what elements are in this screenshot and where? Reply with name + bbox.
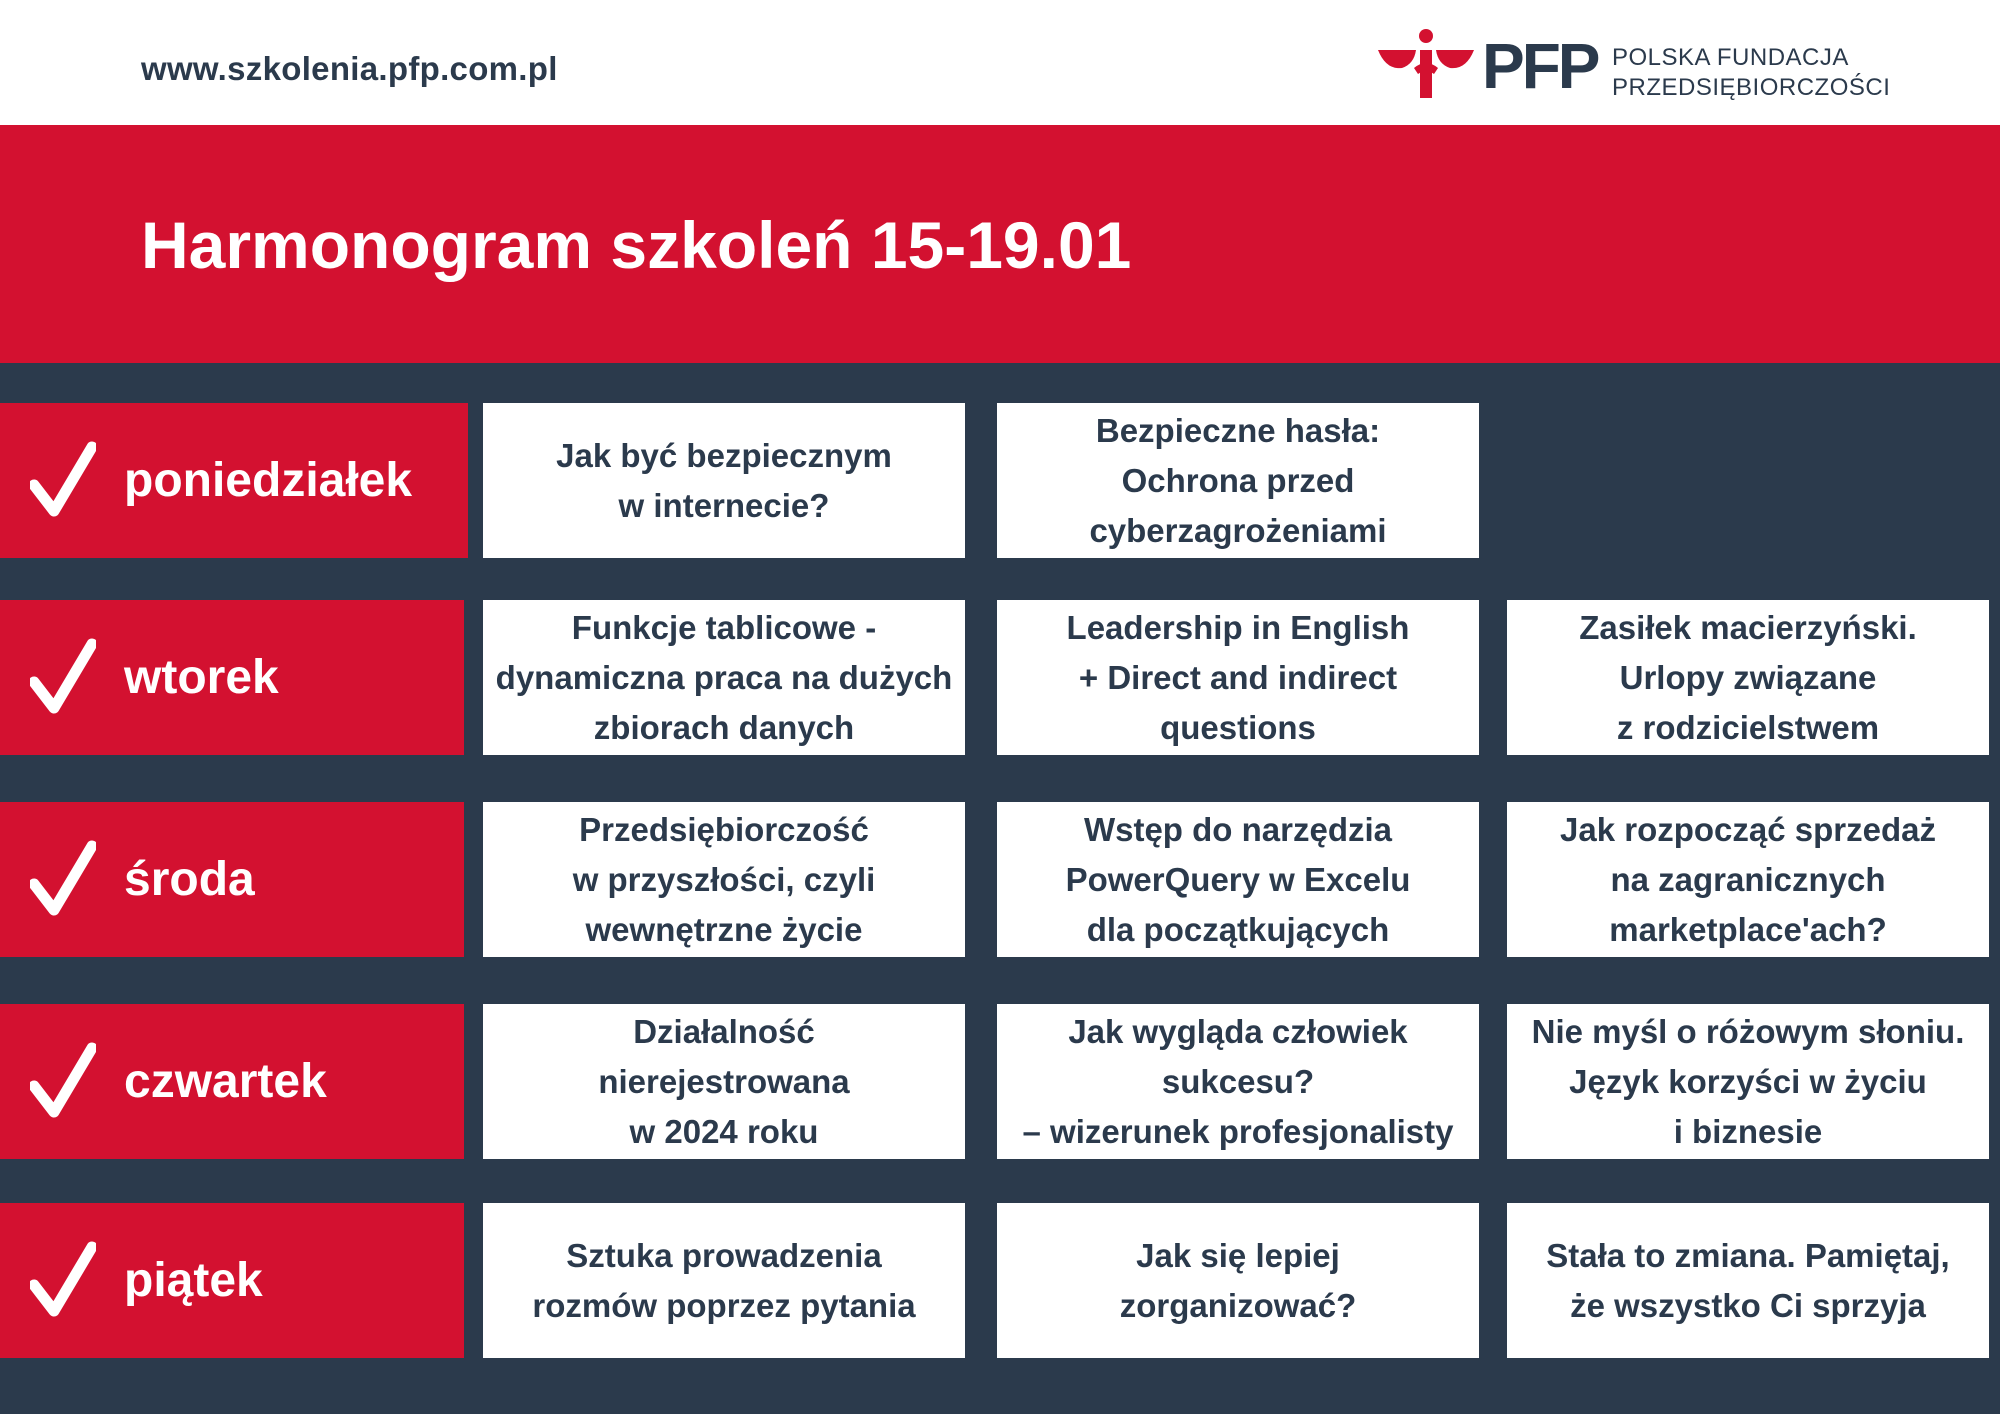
session-card[interactable] xyxy=(997,600,1479,755)
session-title: Jak się lepiej zorganizować? xyxy=(1119,1236,1357,1324)
schedule-board xyxy=(0,363,2000,1414)
session-card[interactable] xyxy=(997,1203,1479,1358)
session-title: Nie myśl o różowym słoniu. Język korzyści w życiu i biznesie xyxy=(1531,1012,1965,1150)
page-title: Harmonogram szkoleń 15-19.01 xyxy=(141,208,1132,282)
header xyxy=(0,0,2000,125)
session-title: Jak być bezpiecznym w internecie? xyxy=(556,436,892,524)
title-banner xyxy=(0,125,2000,363)
session-card[interactable] xyxy=(483,1004,965,1159)
checkmark-icon xyxy=(30,1042,96,1120)
pfp-logo xyxy=(1374,28,1891,102)
checkmark-icon xyxy=(30,441,96,519)
session-card[interactable] xyxy=(997,1004,1479,1159)
day-name: poniedziałek xyxy=(124,454,413,507)
session-title: Leadership in English + Direct and indirect questions xyxy=(1066,608,1410,746)
day-label-monday xyxy=(0,403,468,558)
session-title: Działalność nierejestrowana w 2024 roku xyxy=(598,1012,850,1150)
session-title: Wstęp do narzędzia PowerQuery w Excelu dla początkujących xyxy=(1065,810,1411,948)
day-name: środa xyxy=(124,853,255,906)
session-card[interactable] xyxy=(483,802,965,957)
checkmark-icon xyxy=(30,638,96,716)
day-name: czwartek xyxy=(124,1055,327,1108)
day-label-friday xyxy=(0,1203,464,1358)
checkmark-icon xyxy=(30,840,96,918)
session-title: Jak rozpocząć sprzedaż na zagranicznych marketplace'ach? xyxy=(1560,810,1936,948)
session-card[interactable] xyxy=(1507,600,1989,755)
session-card[interactable] xyxy=(483,600,965,755)
session-card[interactable] xyxy=(997,802,1479,957)
session-card[interactable] xyxy=(483,1203,965,1358)
logo-name xyxy=(1612,43,1890,103)
session-title: Sztuka prowadzenia rozmów poprzez pytania xyxy=(532,1236,916,1324)
pfp-emblem-icon xyxy=(1374,28,1478,100)
session-title: Jak wygląda człowiek sukcesu? – wizerunek profesjonalisty xyxy=(1022,1012,1454,1150)
day-label-thursday xyxy=(0,1004,464,1159)
session-title: Zasiłek macierzyński. Urlopy związane z rodzicielstwem xyxy=(1579,608,1917,746)
session-title: Funkcje tablicowe - dynamiczna praca na dużych zbiorach danych xyxy=(495,608,953,746)
session-card[interactable] xyxy=(1507,1004,1989,1159)
session-card[interactable] xyxy=(1507,1203,1989,1358)
session-card[interactable] xyxy=(1507,802,1989,957)
day-name: wtorek xyxy=(124,651,279,704)
logo-name-line-2: PRZEDSIĘBIORCZOŚCI xyxy=(1612,74,1891,101)
session-title: Stała to zmiana. Pamiętaj, że wszystko Ci sprzyja xyxy=(1546,1236,1950,1324)
session-title: Bezpieczne hasła: Ochrona przed cyberzagrożeniami xyxy=(1089,411,1387,549)
logo-name-line-1: POLSKA FUNDACJA xyxy=(1612,44,1849,71)
day-label-wednesday xyxy=(0,802,464,957)
logo-letters: PFP xyxy=(1482,30,1598,102)
session-title: Przedsiębiorczość w przyszłości, czyli wewnętrzne życie xyxy=(572,810,876,948)
session-card[interactable] xyxy=(997,403,1479,558)
session-card[interactable] xyxy=(483,403,965,558)
checkmark-icon xyxy=(30,1241,96,1319)
day-name: piątek xyxy=(124,1254,263,1307)
day-label-tuesday xyxy=(0,600,464,755)
website-url[interactable]: www.szkolenia.pfp.com.pl xyxy=(141,50,558,87)
